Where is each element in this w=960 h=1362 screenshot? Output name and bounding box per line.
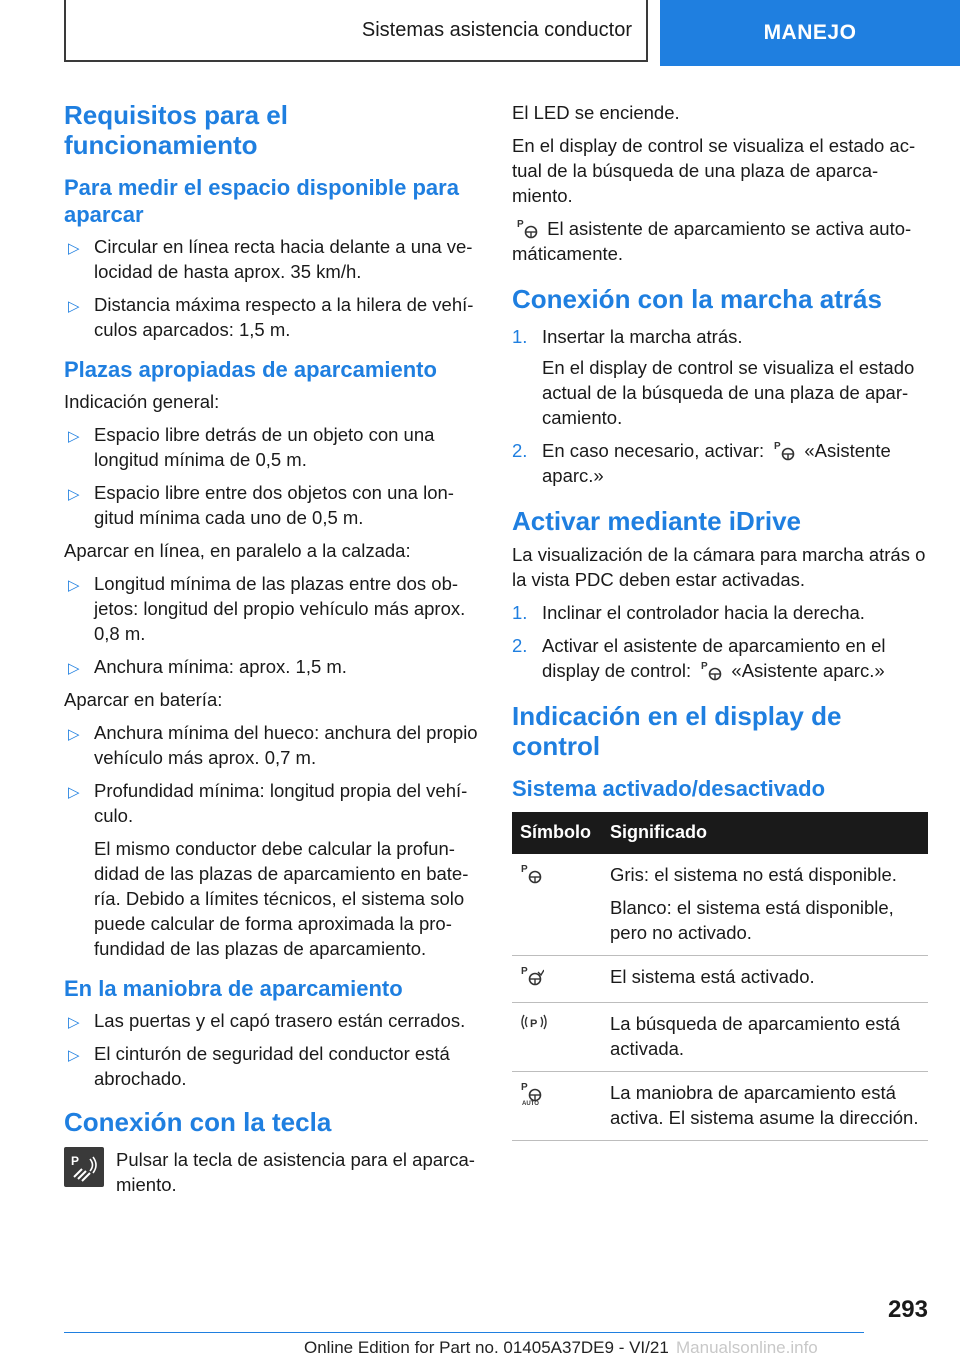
list-item: ▷ Anchura mínima: aprox. 1,5 m.	[64, 654, 478, 679]
heading-requirements: Requisitos para el funcionamiento	[64, 100, 288, 160]
parking-assistant-icon	[520, 862, 542, 884]
table-row: El sistema está activado.	[512, 956, 928, 1003]
triangle-bullet-icon: ▷	[68, 240, 80, 257]
table-row: Gris: el sistema no está disponible. Blanco: el sistema está disponible, pero no activado.	[512, 854, 928, 956]
heading-button-connection: Conexión con la tecla	[64, 1107, 332, 1137]
triangle-bullet-icon: ▷	[68, 1047, 80, 1064]
list-item: 2. En caso necesario, activar: «Asistente aparc.»	[512, 440, 891, 486]
column-header-symbol: Símbolo	[512, 812, 602, 854]
button-instruction	[64, 1147, 478, 1197]
parking-assistant-icon	[700, 659, 722, 681]
heading-display-indication: Indicación en el display de control	[512, 701, 842, 761]
svg-text:P: P	[71, 1154, 80, 1168]
list-item: ▷ Circular en línea recta hacia delante a una velocidad de hasta aprox. 35 km/h.	[68, 236, 473, 282]
triangle-bullet-icon: ▷	[68, 577, 80, 594]
svg-text:AUTO: AUTO	[522, 1101, 539, 1106]
maneuver-list	[64, 1008, 478, 1091]
idrive-intro: La visualización de la cámara para marcha atrás o la vista PDC deben estar activadas.	[512, 544, 926, 590]
list-item: ▷ Longitud mínima de las plazas entre dos objetos: longitud del propio vehículo más aprox. 0,8 m.	[68, 573, 466, 644]
display-status-text: En el display de control se visualiza el estado actual de la búsqueda de una plaza de aparcamiento.	[512, 135, 916, 206]
parking-assistant-active-icon	[520, 964, 544, 986]
edition-text: Online Edition for Part no. 01405A37DE9 - VI/21	[304, 1338, 669, 1357]
footer-divider	[64, 1332, 864, 1333]
table-row: P La búsqueda de aparcamiento está activada.	[512, 1003, 928, 1072]
table-row: AUTO La maniobra de aparcamiento está activa. El sistema asume la dirección.	[512, 1072, 928, 1141]
battery-label: Aparcar en batería:	[64, 689, 223, 710]
heading-maneuver: En la maniobra de aparcamiento	[64, 976, 403, 1001]
battery-note: El mismo conductor debe calcular la profundidad de las plazas de aparcamiento en batería. Debido a límites técnicos, el sistema solo puede calcular de forma aproximada la profundidad de las plazas de aparcamiento.	[94, 838, 469, 959]
parking-auto-steering-icon	[520, 1080, 548, 1106]
triangle-bullet-icon: ▷	[68, 1014, 80, 1031]
button-text: Pulsar la tecla de asistencia para el aparcamiento.	[116, 1149, 475, 1195]
heading-measure-space: Para medir el espacio disponible para aparcar	[64, 175, 459, 227]
list-item: ▷ Espacio libre detrás de un objeto con una longitud mínima de 0,5 m.	[68, 424, 435, 470]
triangle-bullet-icon: ▷	[68, 660, 80, 677]
list-item: ▷ Distancia máxima respecto a la hilera de vehículos aparcados: 1,5 m.	[68, 294, 474, 340]
chapter-tab: MANEJO	[660, 0, 960, 66]
parking-assist-button-icon	[64, 1147, 104, 1187]
triangle-bullet-icon: ▷	[68, 784, 80, 801]
list-item: 1. Insertar la marcha atrás. En el display de control se visualiza el estado actual de la búsqueda de una plaza de aparcamiento.	[512, 326, 915, 428]
measure-list	[64, 234, 478, 342]
section-title: Sistemas asistencia conductor	[64, 0, 648, 62]
reverse-steps	[512, 324, 930, 488]
auto-activation-text: El asistente de aparcamiento se activa automáticamente.	[512, 218, 912, 264]
symbol-table	[512, 812, 928, 1141]
list-item: ▷ Profundidad mínima: longitud propia del vehículo. El mismo conductor debe calcular la profundidad de las plazas de aparcamiento en batería. Debido a límites técnicos, el sistema solo puede calcular de forma aproximada la profundidad de las plazas de aparcamiento.	[64, 778, 478, 961]
triangle-bullet-icon: ▷	[68, 486, 80, 503]
page-number: 293	[887, 1296, 928, 1323]
right-column	[512, 100, 930, 1141]
heading-idrive: Activar mediante iDrive	[512, 506, 802, 536]
general-list	[64, 422, 478, 530]
list-item: ▷ Anchura mínima del hueco: anchura del propio vehículo más aprox. 0,7 m.	[68, 722, 478, 768]
watermark: Manualsonline.info	[676, 1338, 818, 1357]
page-header	[64, 0, 960, 66]
led-text: El LED se enciende.	[512, 102, 680, 123]
triangle-bullet-icon: ▷	[68, 428, 80, 445]
idrive-steps	[512, 600, 930, 683]
heading-system-status: Sistema activado/desactivado	[512, 776, 826, 801]
parallel-list	[64, 571, 478, 679]
triangle-bullet-icon: ▷	[68, 298, 80, 315]
table-header-row	[512, 812, 928, 854]
parking-assistant-icon	[516, 217, 538, 239]
parallel-label: Aparcar en línea, en paralelo a la calzada:	[64, 540, 411, 561]
left-column	[64, 100, 478, 1197]
list-item: ▷ El cinturón de seguridad del conductor está abrochado.	[68, 1043, 450, 1089]
parking-search-icon	[520, 1011, 548, 1033]
heading-reverse-gear: Conexión con la marcha atrás	[512, 284, 882, 314]
battery-list	[64, 720, 478, 961]
heading-suitable-spaces: Plazas apropiadas de aparcamiento	[64, 357, 437, 382]
column-header-meaning: Significado	[602, 812, 928, 854]
list-item: 2. Activar el asistente de aparcamiento en el display de control: «Asistente aparc.»	[512, 635, 886, 681]
svg-text:P: P	[530, 1018, 538, 1030]
list-item: ▷ Espacio libre entre dos objetos con una longitud mínima cada uno de 0,5 m.	[68, 482, 454, 528]
triangle-bullet-icon: ▷	[68, 726, 80, 743]
general-label: Indicación general:	[64, 391, 220, 412]
list-item: ▷ Las puertas y el capó trasero están cerrados.	[64, 1008, 478, 1033]
parking-assistant-icon	[773, 439, 795, 461]
list-item: 1. Inclinar el controlador hacia la derecha.	[512, 602, 865, 623]
